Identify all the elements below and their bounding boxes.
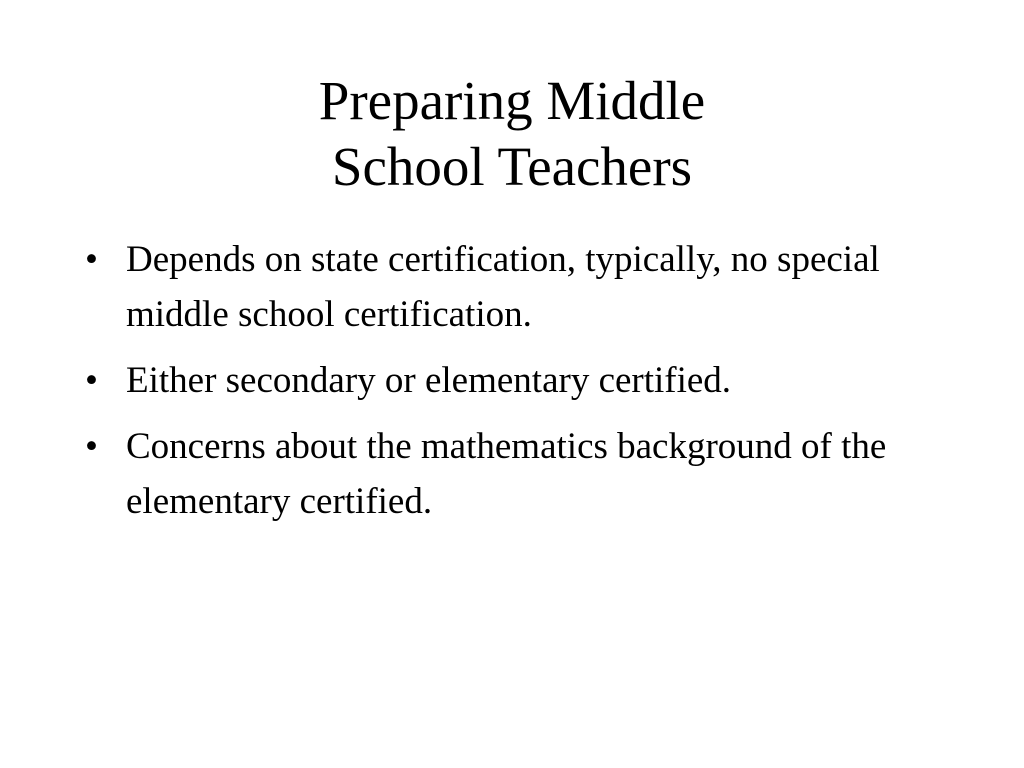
bullet-text: Either secondary or elementary certified. — [126, 360, 732, 401]
slide-title-line-1: Preparing Middle — [318, 70, 706, 131]
bullet-text: Concerns about the mathematics background of the elementary certified. — [126, 426, 887, 522]
bullet-marker: • — [85, 426, 98, 467]
bullet-text: Depends on state certification, typically, no special middle school certification. — [126, 239, 880, 335]
bullet-item — [85, 419, 945, 529]
bullet-marker: • — [85, 360, 98, 401]
bullet-item — [85, 353, 945, 408]
bullet-list — [85, 232, 945, 540]
slide-title — [0, 68, 1024, 200]
bullet-item — [85, 232, 945, 342]
slide-title-line-2: School Teachers — [331, 136, 693, 197]
bullet-marker: • — [85, 239, 98, 280]
